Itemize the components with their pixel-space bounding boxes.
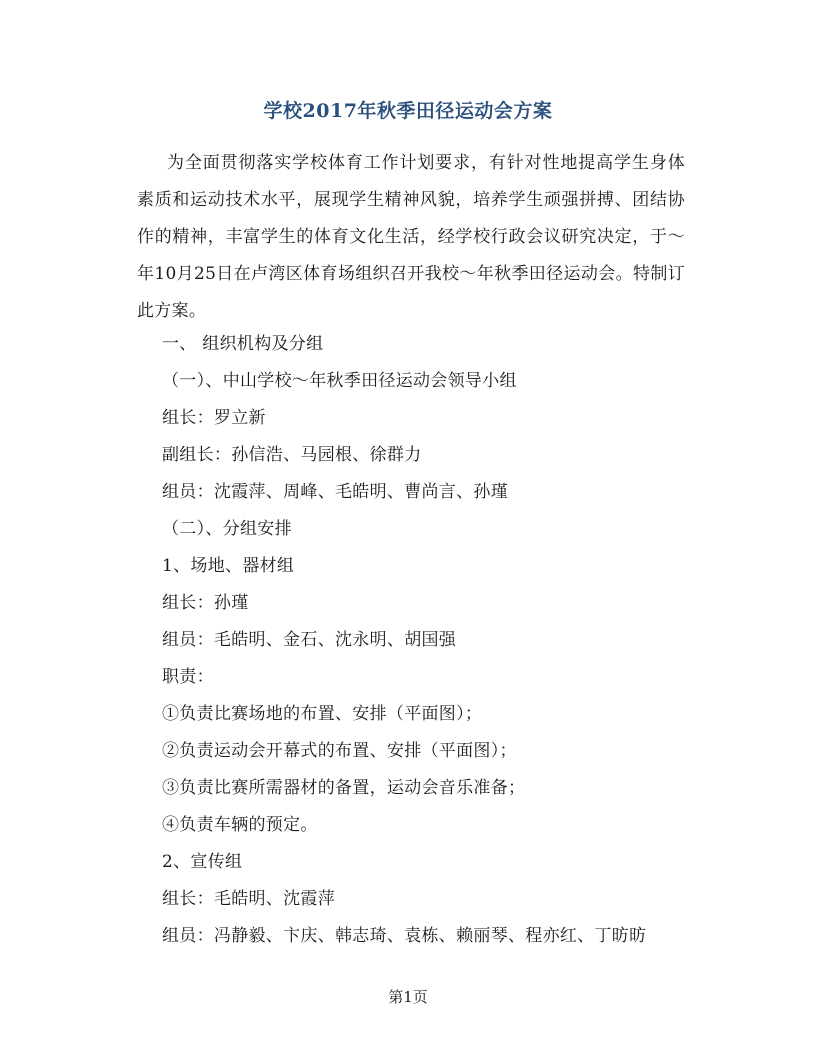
group-heading: 2、宣传组 xyxy=(162,852,243,872)
section-heading: 一、 组织机构及分组 xyxy=(162,334,324,354)
duty-item: ①负责比赛场地的布置、安排（平面图）； xyxy=(162,704,483,724)
document-title: 学校2017年秋季田径运动会方案 xyxy=(263,100,553,122)
text-line: 组员：毛皓明、金石、沈永明、胡国强 xyxy=(162,630,457,650)
text-line: 组长：孙瑾 xyxy=(162,593,249,613)
duty-item: ③负责比赛所需器材的备置，运动会音乐准备； xyxy=(162,778,526,798)
group-heading: 1、场地、器材组 xyxy=(162,556,295,576)
section-lines xyxy=(162,326,702,955)
text-line: 职责： xyxy=(162,667,214,687)
text-line: 组长：毛皓明、沈霞萍 xyxy=(162,889,335,909)
page-number: 第1页 xyxy=(388,988,428,1006)
duty-item: ②负责运动会开幕式的布置、安排（平面图）； xyxy=(162,741,517,761)
intro-paragraph: 为全面贯彻落实学校体育工作计划要求，有针对性地提高学生身体素质和运动技术水平，展现学生精神风貌，培养学生顽强拼搏、团结协作的精神，丰富学生的体育文化生活，经学校行政会议研究决定，于～年10月25日在卢湾区体育场组织召开我校～年秋季田径运动会。特制订此方案。 xyxy=(137,153,685,321)
duty-item: ④负责车辆的预定。 xyxy=(162,815,318,835)
text-line: 副组长：孙信浩、马园根、徐群力 xyxy=(162,445,422,465)
subsection-heading: （二）、分组安排 xyxy=(162,519,292,539)
text-line: 组长：罗立新 xyxy=(162,408,266,428)
text-line: 组员：沈霞萍、周峰、毛皓明、曹尚言、孙瑾 xyxy=(162,482,508,502)
text-line: 组员：冯静毅、卞庆、韩志琦、袁栋、赖丽琴、程亦红、丁昉昉 xyxy=(162,926,647,946)
subsection-heading: （一）、中山学校～年秋季田径运动会领导小组 xyxy=(162,371,517,391)
